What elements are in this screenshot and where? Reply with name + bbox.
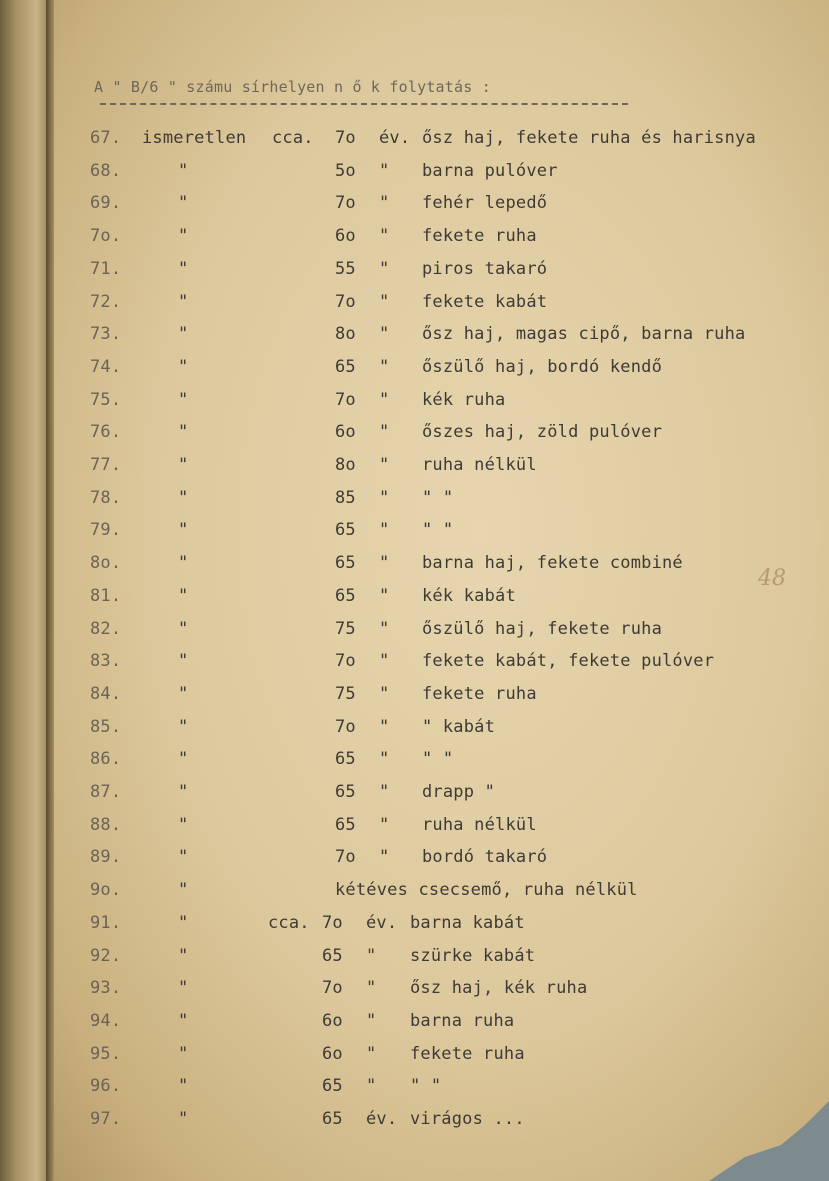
entry-unit: " [379,487,390,508]
entry-unit: " [379,356,390,377]
entry-name: " [178,814,189,835]
entry-name: " [178,1109,189,1129]
entry-unit: " [379,160,390,181]
entry-name: " [178,324,189,345]
entry-age: 65 [322,1076,343,1097]
entry-name: " [178,291,189,312]
book-spine [0,0,52,1181]
entry-unit: " [379,716,390,737]
entry-unit: " [379,324,390,345]
entry-number: 86. [90,749,122,770]
entry-number: 81. [90,585,122,606]
entry-description: kék ruha [422,389,506,410]
entry-number: 95. [90,1043,122,1064]
entry-number: 67. [90,128,122,148]
entry-name: " [178,160,189,181]
entry-age: 85 [335,487,356,508]
entry-name: " [178,880,189,901]
entry-name: " [178,356,189,377]
entry-unit: " [379,422,390,443]
entry-age: 65 [322,1109,343,1129]
entry-number: 94. [90,1010,122,1031]
entry-age: 75 [335,683,356,704]
entry-name: ismeretlen [142,128,247,148]
entry-unit: " [379,749,390,770]
entry-age: 7o [335,847,356,868]
entry-description: bordó takaró [422,847,548,868]
document-header: A " B/6 " számu sírhelyen n ő k folytatás : [94,78,491,96]
entry-name: " [178,226,189,247]
entry-age: 65 [335,749,356,770]
entry-number: 78. [90,487,122,508]
entry-number: 71. [90,258,122,279]
entry-description: fekete kabát [422,291,548,312]
entry-age: 7o [335,389,356,410]
entry-name: " [178,422,189,443]
entry-description: barna ruha [410,1010,515,1031]
entry-name: " [178,520,189,541]
entry-number: 87. [90,782,122,802]
entry-number: 84. [90,683,122,704]
entry-name: " [178,1010,189,1031]
entry-name: " [178,193,189,214]
entry-name: " [178,651,189,672]
entry-name: " [178,683,189,704]
entry-description: ősz haj, magas cipő, barna ruha [422,324,746,345]
entry-name: " [178,782,189,802]
entry-description: " " [422,487,454,508]
entry-number: 93. [90,978,122,999]
entry-unit: " [379,814,390,835]
entry-description: kétéves csecsemő, ruha nélkül [335,880,638,901]
entry-description: piros takaró [422,258,548,279]
entry-age: 65 [322,945,343,966]
entry-number: 96. [90,1076,122,1097]
entry-description: " kabát [422,716,496,737]
entry-unit: " [379,291,390,312]
entry-unit: " [366,978,377,999]
entry-description: ősz haj, fekete ruha és harisnya [422,128,756,148]
entry-age: 75 [335,618,356,639]
entry-unit: év. [379,128,411,148]
entry-name: " [178,487,189,508]
entry-age: 65 [335,782,356,802]
entry-description: " " [422,749,454,770]
entry-age: 7o [322,912,343,933]
entry-age: 5o [335,160,356,181]
entry-name: " [178,1043,189,1064]
entry-number: 69. [90,193,122,214]
entry-description: virágos ... [410,1109,525,1129]
entry-description: őszülő haj, bordó kendő [422,356,663,377]
entry-description: " " [422,520,454,541]
entry-number: 68. [90,160,122,181]
entry-description: szürke kabát [410,945,536,966]
entry-name: " [178,912,189,933]
entry-number: 82. [90,618,122,639]
header-rule [100,103,628,105]
entry-name: " [178,978,189,999]
entry-description: ruha nélkül [422,455,537,475]
entry-age: 7o [335,193,356,214]
entry-name: " [178,749,189,770]
entry-description: barna haj, fekete combiné [422,553,683,574]
entry-unit: év. [366,912,398,933]
entry-age: 6o [322,1010,343,1031]
entry-description: ősz haj, kék ruha [410,978,588,999]
entry-number: 73. [90,324,122,345]
entry-unit: " [379,585,390,606]
entry-number: 88. [90,814,122,835]
entry-unit: " [379,782,390,802]
entry-description: őszülő haj, fekete ruha [422,618,663,639]
entry-name: " [178,258,189,279]
entry-number: 75. [90,389,122,410]
entry-description: fekete kabát, fekete pulóver [422,651,715,672]
entry-age: 6o [335,422,356,443]
entry-age: 65 [335,553,356,574]
entry-description: fehér lepedő [422,193,548,214]
entry-approx: cca. [272,128,314,148]
entry-number: 72. [90,291,122,312]
entry-age: 6o [322,1043,343,1064]
entry-description: fekete ruha [410,1043,525,1064]
entry-number: 76. [90,422,122,443]
entry-number: 8o. [90,553,122,574]
entry-number: 77. [90,455,122,475]
entry-age: 7o [335,291,356,312]
entry-description: őszes haj, zöld pulóver [422,422,663,443]
entry-description: kék kabát [422,585,516,606]
entry-age: 65 [335,814,356,835]
entry-unit: " [379,618,390,639]
entry-number: 91. [90,912,122,933]
entry-name: " [178,455,189,475]
entry-age: 55 [335,258,356,279]
entry-unit: " [379,553,390,574]
entry-age: 65 [335,356,356,377]
entry-unit: " [379,683,390,704]
entry-number: 7o. [90,226,122,247]
entry-age: 8o [335,324,356,345]
entry-name: " [178,847,189,868]
entry-number: 74. [90,356,122,377]
entry-age: 65 [335,520,356,541]
entry-description: barna kabát [410,912,525,933]
entry-age: 65 [335,585,356,606]
entry-name: " [178,618,189,639]
entry-unit: " [379,651,390,672]
entry-name: " [178,1076,189,1097]
entry-number: 89. [90,847,122,868]
entry-unit: év. [366,1109,398,1129]
entry-age: 7o [335,716,356,737]
entry-number: 79. [90,520,122,541]
entry-age: 6o [335,226,356,247]
entry-description: fekete ruha [422,683,537,704]
entry-unit: " [379,226,390,247]
entry-age: 7o [335,128,356,148]
entry-unit: " [379,258,390,279]
entry-unit: " [379,389,390,410]
entry-name: " [178,716,189,737]
entry-unit: " [366,1076,377,1097]
entry-description: " " [410,1076,442,1097]
entry-description: drapp " [422,782,496,802]
entry-description: fekete ruha [422,226,537,247]
entry-approx: cca. [268,912,310,933]
entry-unit: " [379,847,390,868]
entry-name: " [178,585,189,606]
entry-age: 8o [335,455,356,475]
entry-name: " [178,945,189,966]
entry-description: barna pulóver [422,160,558,181]
entry-age: 7o [335,651,356,672]
entry-unit: " [379,455,390,475]
entry-unit: " [366,945,377,966]
entry-unit: " [379,520,390,541]
entry-unit: " [366,1043,377,1064]
handwritten-page-number: 48 [758,566,786,591]
entry-unit: " [366,1010,377,1031]
entry-number: 92. [90,945,122,966]
entry-number: 9o. [90,880,122,901]
entry-description: ruha nélkül [422,814,537,835]
entry-name: " [178,553,189,574]
entry-number: 83. [90,651,122,672]
entry-number: 85. [90,716,122,737]
entry-number: 97. [90,1109,122,1129]
entry-unit: " [379,193,390,214]
entry-age: 7o [322,978,343,999]
entry-name: " [178,389,189,410]
